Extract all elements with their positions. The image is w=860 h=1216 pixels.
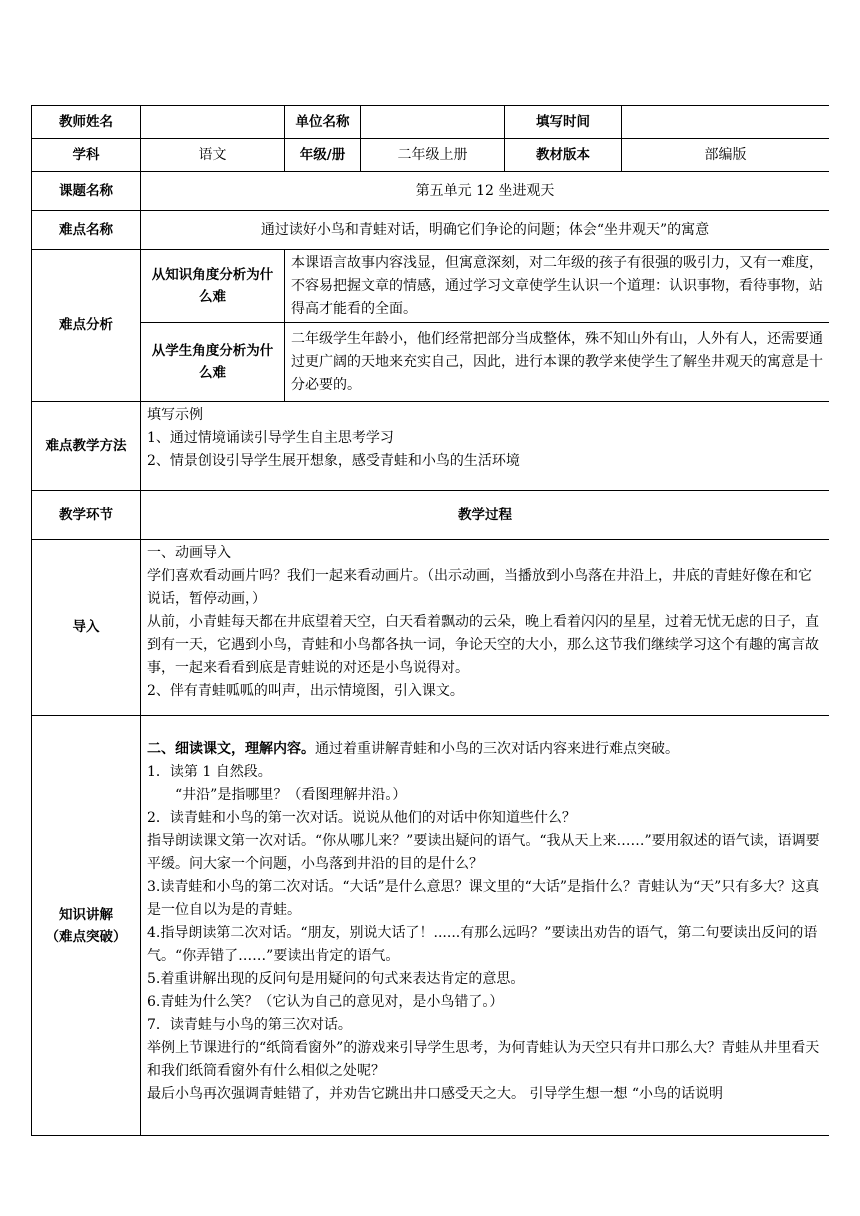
edition-label: 教材版本 [505, 139, 622, 172]
teaching-methods-label: 难点教学方法 [32, 402, 141, 491]
knowledge-angle-text: 从知识角度分析为什么难 [151, 267, 274, 305]
subject-value: 语文 [141, 139, 285, 172]
knowledge-angle-label [141, 250, 285, 323]
methods-line: 填写示例 [147, 407, 203, 423]
student-angle-text: 从学生角度分析为什么难 [151, 343, 274, 381]
teaching-methods-content [141, 402, 830, 491]
lesson-title-label: 课题名称 [32, 172, 141, 211]
intro-content [141, 540, 830, 716]
knowledge-line: “井沿”是指哪里？（看图理解井沿。） [175, 787, 407, 803]
header-row-2 [32, 139, 830, 172]
intro-row [32, 540, 830, 716]
teaching-stage-label: 教学环节 [32, 491, 141, 540]
knowledge-line: 1．读第 1 自然段。 [147, 764, 272, 780]
knowledge-line: 7．读青蛙与小鸟的第三次对话。 [147, 1017, 352, 1033]
header-row-1 [32, 106, 830, 139]
knowledge-content [141, 716, 830, 1136]
fill-date-field[interactable] [622, 106, 830, 139]
knowledge-row [32, 716, 830, 1136]
unit-name-field[interactable] [361, 106, 505, 139]
student-angle-label [141, 323, 285, 402]
methods-line: 2、情景创设引导学生展开想象，感受青蛙和小鸟的生活环境 [147, 453, 520, 469]
difficulty-analysis-label: 难点分析 [32, 250, 141, 402]
teaching-process-label: 教学过程 [141, 491, 830, 540]
intro-line: 2、伴有青蛙呱呱的叫声，出示情境图，引入课文。 [147, 683, 464, 699]
subject-label: 学科 [32, 139, 141, 172]
grade-label: 年级/册 [285, 139, 361, 172]
knowledge-label-line2: （难点突破） [45, 928, 127, 945]
lesson-plan-sheet [31, 105, 829, 1216]
knowledge-heading-bold: 二、细读课文，理解内容。 [147, 741, 315, 757]
knowledge-line: 最后小鸟再次强调青蛙错了，并劝告它跳出井口感受天之大。 引导学生想一想 “小鸟的话说明 [147, 1086, 724, 1102]
difficulty-label: 难点名称 [32, 211, 141, 250]
process-header-row [32, 491, 830, 540]
analysis-knowledge-row [32, 250, 830, 323]
intro-line: 学们喜欢看动画片吗？我们一起来看动画片。（出示动画，当播放到小鸟落在井沿上，井底的青蛙好像在和它说话，暂停动画，） [147, 568, 812, 607]
knowledge-line: 指导朗读课文第一次对话。“你从哪儿来？”要读出疑问的语气。“我从天上来……”要用叙述的语气读，语调要平缓。问大家一个问题，小鸟落到井沿的目的是什么？ [147, 833, 820, 872]
knowledge-line: 4.指导朗读第二次对话。“朋友，别说大话了！......有那么远吗？”要读出劝告的语气，第二句要读出反问的语气。“你弄错了……”要读出肯定的语气。 [147, 925, 818, 964]
methods-line: 1、通过情境诵读引导学生自主思考学习 [147, 430, 394, 446]
knowledge-label-line1: 知识讲解 [59, 906, 113, 923]
difficulty-row [32, 211, 830, 250]
knowledge-line: 3.读青蛙和小鸟的第二次对话。“大话”是什么意思？课文里的“大话”是指什么？青蛙认为“天”只有多大？这真是一位自以为是的青蛙。 [147, 879, 820, 918]
lesson-title-row [32, 172, 830, 211]
knowledge-label [32, 716, 141, 1136]
teacher-name-label: 教师姓名 [32, 106, 141, 139]
knowledge-line: 2．读青蛙和小鸟的第一次对话。说说从他们的对话中你知道些什么？ [147, 810, 576, 826]
lesson-title-value: 第五单元 12 坐进观天 [141, 172, 830, 211]
knowledge-line: 举例上节课进行的“纸筒看窗外”的游戏来引导学生思考，为何青蛙认为天空只有井口那么大？青蛙从井里看天和我们纸筒看窗外有什么相似之处呢？ [147, 1040, 820, 1079]
intro-label: 导入 [32, 540, 141, 716]
knowledge-heading-rest: 通过着重讲解青蛙和小鸟的三次对话内容来进行难点突破。 [315, 741, 679, 757]
knowledge-heading [147, 738, 823, 761]
teacher-name-field[interactable] [141, 106, 285, 139]
grade-value: 二年级上册 [361, 139, 505, 172]
teaching-methods-row [32, 402, 830, 491]
student-angle-analysis: 二年级学生年龄小，他们经常把部分当成整体，殊不知山外有山，人外有人，还需要通过更广阔的天地来充实自己，因此，进行本课的教学来使学生了解坐井观天的寓意是十分必要的。 [285, 323, 830, 402]
intro-line: 从前，小青蛙每天都在井底望着天空，白天看着飘动的云朵，晚上看着闪闪的星星，过着无忧无虑的日子，直到有一天，它遇到小鸟，青蛙和小鸟都各执一词，争论天空的大小，那么这节我们继续学习这个有趣的寓言故事，一起来看看到底是青蛙说的对还是小鸟说得对。 [147, 614, 819, 676]
knowledge-line: 6.青蛙为什么笑？（它认为自己的意见对，是小鸟错了。） [147, 994, 504, 1010]
knowledge-line: 5.着重讲解出现的反问句是用疑问的句式来表达肯定的意思。 [147, 971, 525, 987]
knowledge-angle-analysis: 本课语言故事内容浅显，但寓意深刻，对二年级的孩子有很强的吸引力，又有一难度，不容易把握文章的情感，通过学习文章使学生认识一个道理：认识事物，看待事物，站得高才能看的全面。 [285, 250, 830, 323]
intro-line: 一、动画导入 [147, 545, 231, 561]
edition-value: 部编版 [622, 139, 830, 172]
difficulty-value: 通过读好小鸟和青蛙对话，明确它们争论的问题；体会“坐井观天”的寓意 [141, 211, 830, 250]
fill-date-label: 填写时间 [505, 106, 622, 139]
lesson-plan-table [31, 105, 829, 1136]
analysis-student-row [32, 323, 830, 402]
unit-name-label: 单位名称 [285, 106, 361, 139]
